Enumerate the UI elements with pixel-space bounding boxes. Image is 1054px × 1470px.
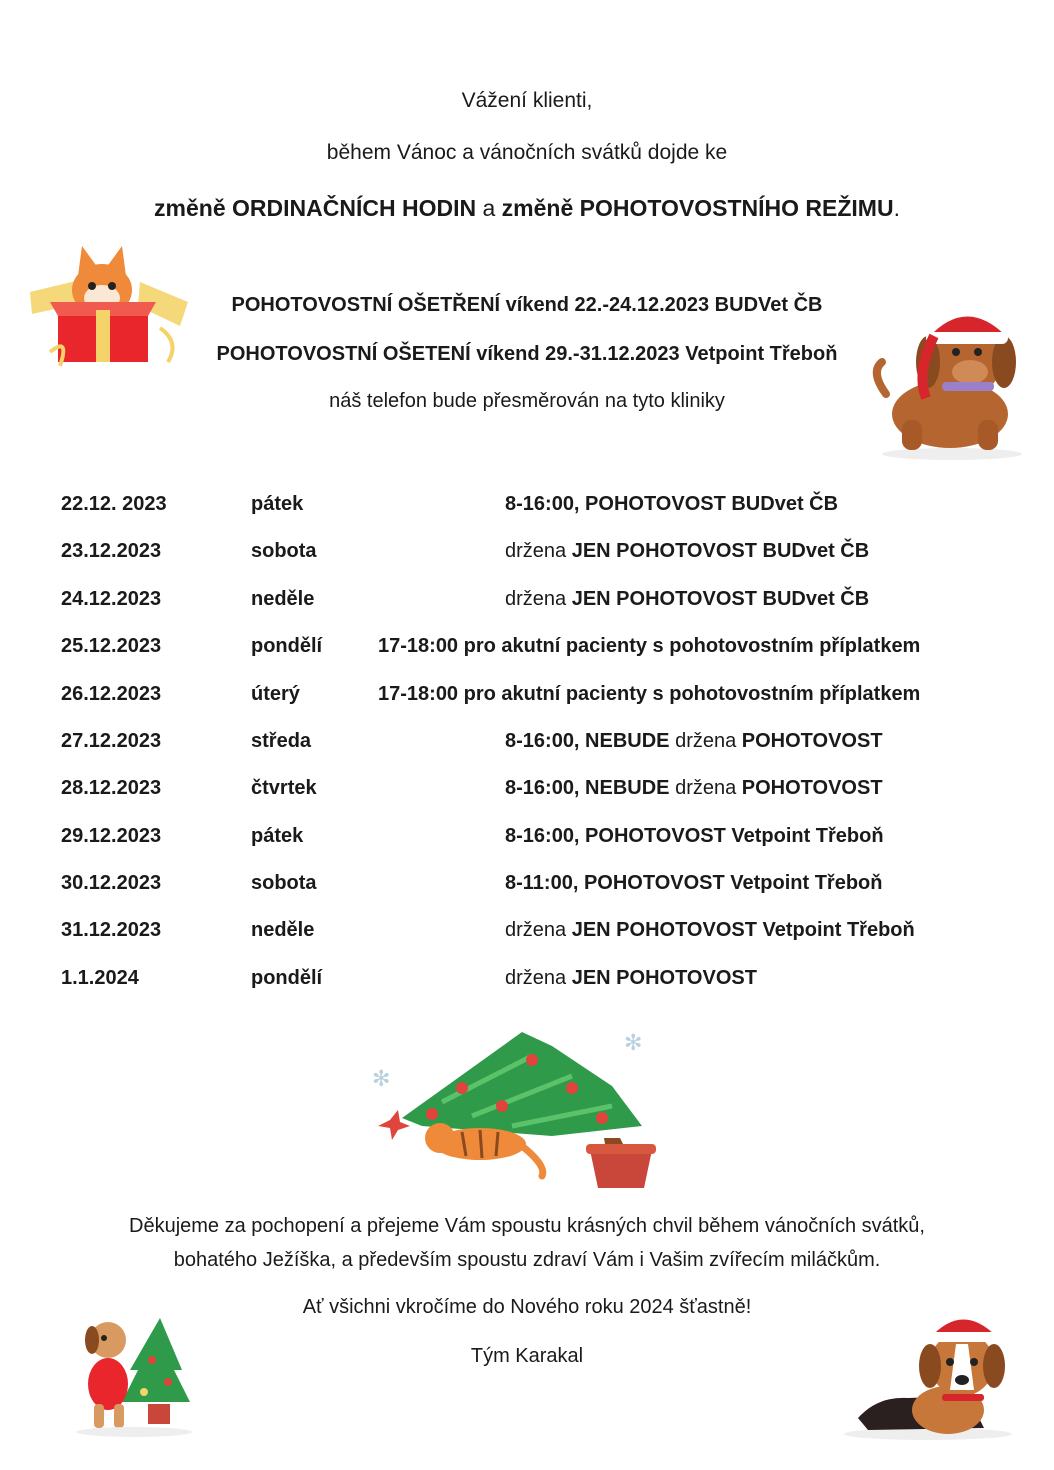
phone-note: náš telefon bude přesměrován na tyto kliniky: [329, 390, 725, 412]
emergency-line-1: POHOTOVOSTNÍ OŠETŘENÍ víkend 22.-24.12.2023 BUDVet ČB: [231, 294, 823, 316]
beagle-with-santa-hat-icon: [838, 1300, 1014, 1442]
signature: Tým Karakal: [470, 1345, 584, 1367]
schedule-info: [378, 679, 920, 709]
schedule-day: pondělí: [251, 635, 323, 657]
schedule-info-segment: 17-18:00 pro akutní pacienty s pohotovostním příplatkem: [378, 635, 921, 657]
emergency-line-2: POHOTOVOSTNÍ OŠETENÍ víkend 29.-31.12.2023 Vetpoint Třeboň: [216, 343, 838, 365]
schedule-info-segment: držena: [505, 588, 572, 610]
schedule-info-segment: držena: [669, 777, 742, 799]
dog-decorating-tree-icon: [74, 1310, 198, 1438]
schedule-day: středa: [251, 730, 312, 752]
schedule-date: 26.12.2023: [61, 683, 162, 705]
schedule-row: [0, 584, 1054, 614]
schedule-info-segment: 8-16:00, NEBUDE: [505, 777, 670, 799]
svg-text:✻: ✻: [372, 1067, 391, 1092]
schedule-row: [0, 915, 1054, 945]
schedule-info-segment: držena: [505, 919, 572, 941]
schedule-row: [0, 489, 1054, 519]
schedule-date: 24.12.2023: [61, 588, 162, 610]
cat-in-gift-box-icon: [20, 232, 198, 372]
schedule-row: [0, 963, 1054, 993]
schedule-info-segment: JEN POHOTOVOST BUDvet ČB: [571, 588, 870, 610]
schedule-day: sobota: [251, 872, 317, 894]
schedule-info-segment: JEN POHOTOVOST Vetpoint Třeboň: [571, 919, 915, 941]
thanks-line-2: bohatého Ježíška, a především spoustu zdraví Vám i Vašim zvířecím miláčkům.: [173, 1249, 881, 1271]
change-hours: změně ORDINAČNÍCH HODIN: [154, 195, 477, 221]
schedule-date: 25.12.2023: [61, 635, 162, 657]
schedule-day: pátek: [251, 493, 304, 515]
schedule-info: [505, 536, 869, 566]
schedule-day: sobota: [251, 540, 317, 562]
schedule-info: [505, 773, 883, 803]
change-and: a: [476, 195, 502, 221]
schedule-row: [0, 631, 1054, 661]
schedule-day: úterý: [251, 683, 300, 705]
schedule-day: čtvrtek: [251, 777, 317, 799]
schedule-info: [378, 631, 920, 661]
schedule-info-segment: držena: [505, 540, 572, 562]
change-notice: [0, 194, 1054, 222]
schedule-info-segment: 8-16:00, NEBUDE: [505, 730, 670, 752]
new-year-wish: Ať všichni vkročíme do Nového roku 2024 šťastně!: [302, 1296, 752, 1318]
schedule-info: [505, 915, 915, 945]
intro-line: během Vánoc a vánočních svátků dojde ke: [326, 141, 728, 164]
schedule-info: [505, 726, 883, 756]
schedule-row: [0, 821, 1054, 851]
change-emergency: změně POHOTOVOSTNÍHO REŽIMU: [501, 195, 894, 221]
schedule-info: [505, 963, 757, 993]
schedule-info-segment: JEN POHOTOVOST: [571, 967, 757, 989]
schedule-info-segment: 17-18:00 pro akutní pacienty s pohotovostním příplatkem: [378, 683, 921, 705]
schedule-day: neděle: [251, 919, 315, 941]
schedule-info-segment: 8-11:00, POHOTOVOST Vetpoint Třeboň: [505, 872, 883, 894]
schedule-info: [505, 584, 869, 614]
schedule-day: pátek: [251, 825, 304, 847]
schedule-date: 23.12.2023: [61, 540, 162, 562]
schedule-row: [0, 679, 1054, 709]
schedule-date: 29.12.2023: [61, 825, 162, 847]
schedule-row: [0, 726, 1054, 756]
schedule-row: [0, 773, 1054, 803]
schedule-row: [0, 536, 1054, 566]
schedule-info-segment: 8-16:00, POHOTOVOST BUDvet ČB: [505, 493, 839, 515]
schedule-date: 1.1.2024: [61, 967, 139, 989]
greeting: Vážení klienti,: [461, 89, 593, 112]
schedule-info-segment: POHOTOVOST: [741, 777, 883, 799]
cat-under-fallen-tree-icon: [362, 1026, 662, 1196]
schedule-date: 31.12.2023: [61, 919, 162, 941]
svg-text:✻: ✻: [624, 1031, 643, 1056]
change-dot: .: [893, 195, 900, 221]
schedule-info-segment: držena: [505, 967, 572, 989]
schedule-date: 30.12.2023: [61, 872, 162, 894]
schedule-date: 22.12. 2023: [61, 493, 167, 515]
schedule-info-segment: držena: [669, 730, 742, 752]
schedule-day: pondělí: [251, 967, 323, 989]
schedule-info: [505, 868, 882, 898]
thanks-line-1: Děkujeme za pochopení a přejeme Vám spoustu krásných chvil během vánočních svátků,: [129, 1215, 925, 1237]
schedule-info-segment: JEN POHOTOVOST BUDvet ČB: [571, 540, 870, 562]
schedule-info: [505, 489, 838, 519]
schedule-date: 27.12.2023: [61, 730, 162, 752]
schedule-info-segment: POHOTOVOST: [741, 730, 883, 752]
schedule-date: 28.12.2023: [61, 777, 162, 799]
schedule-info: [505, 821, 884, 851]
schedule-row: [0, 868, 1054, 898]
dog-with-santa-hat-icon: [866, 302, 1022, 462]
schedule-info-segment: 8-16:00, POHOTOVOST Vetpoint Třeboň: [505, 825, 884, 847]
schedule-day: neděle: [251, 588, 315, 610]
